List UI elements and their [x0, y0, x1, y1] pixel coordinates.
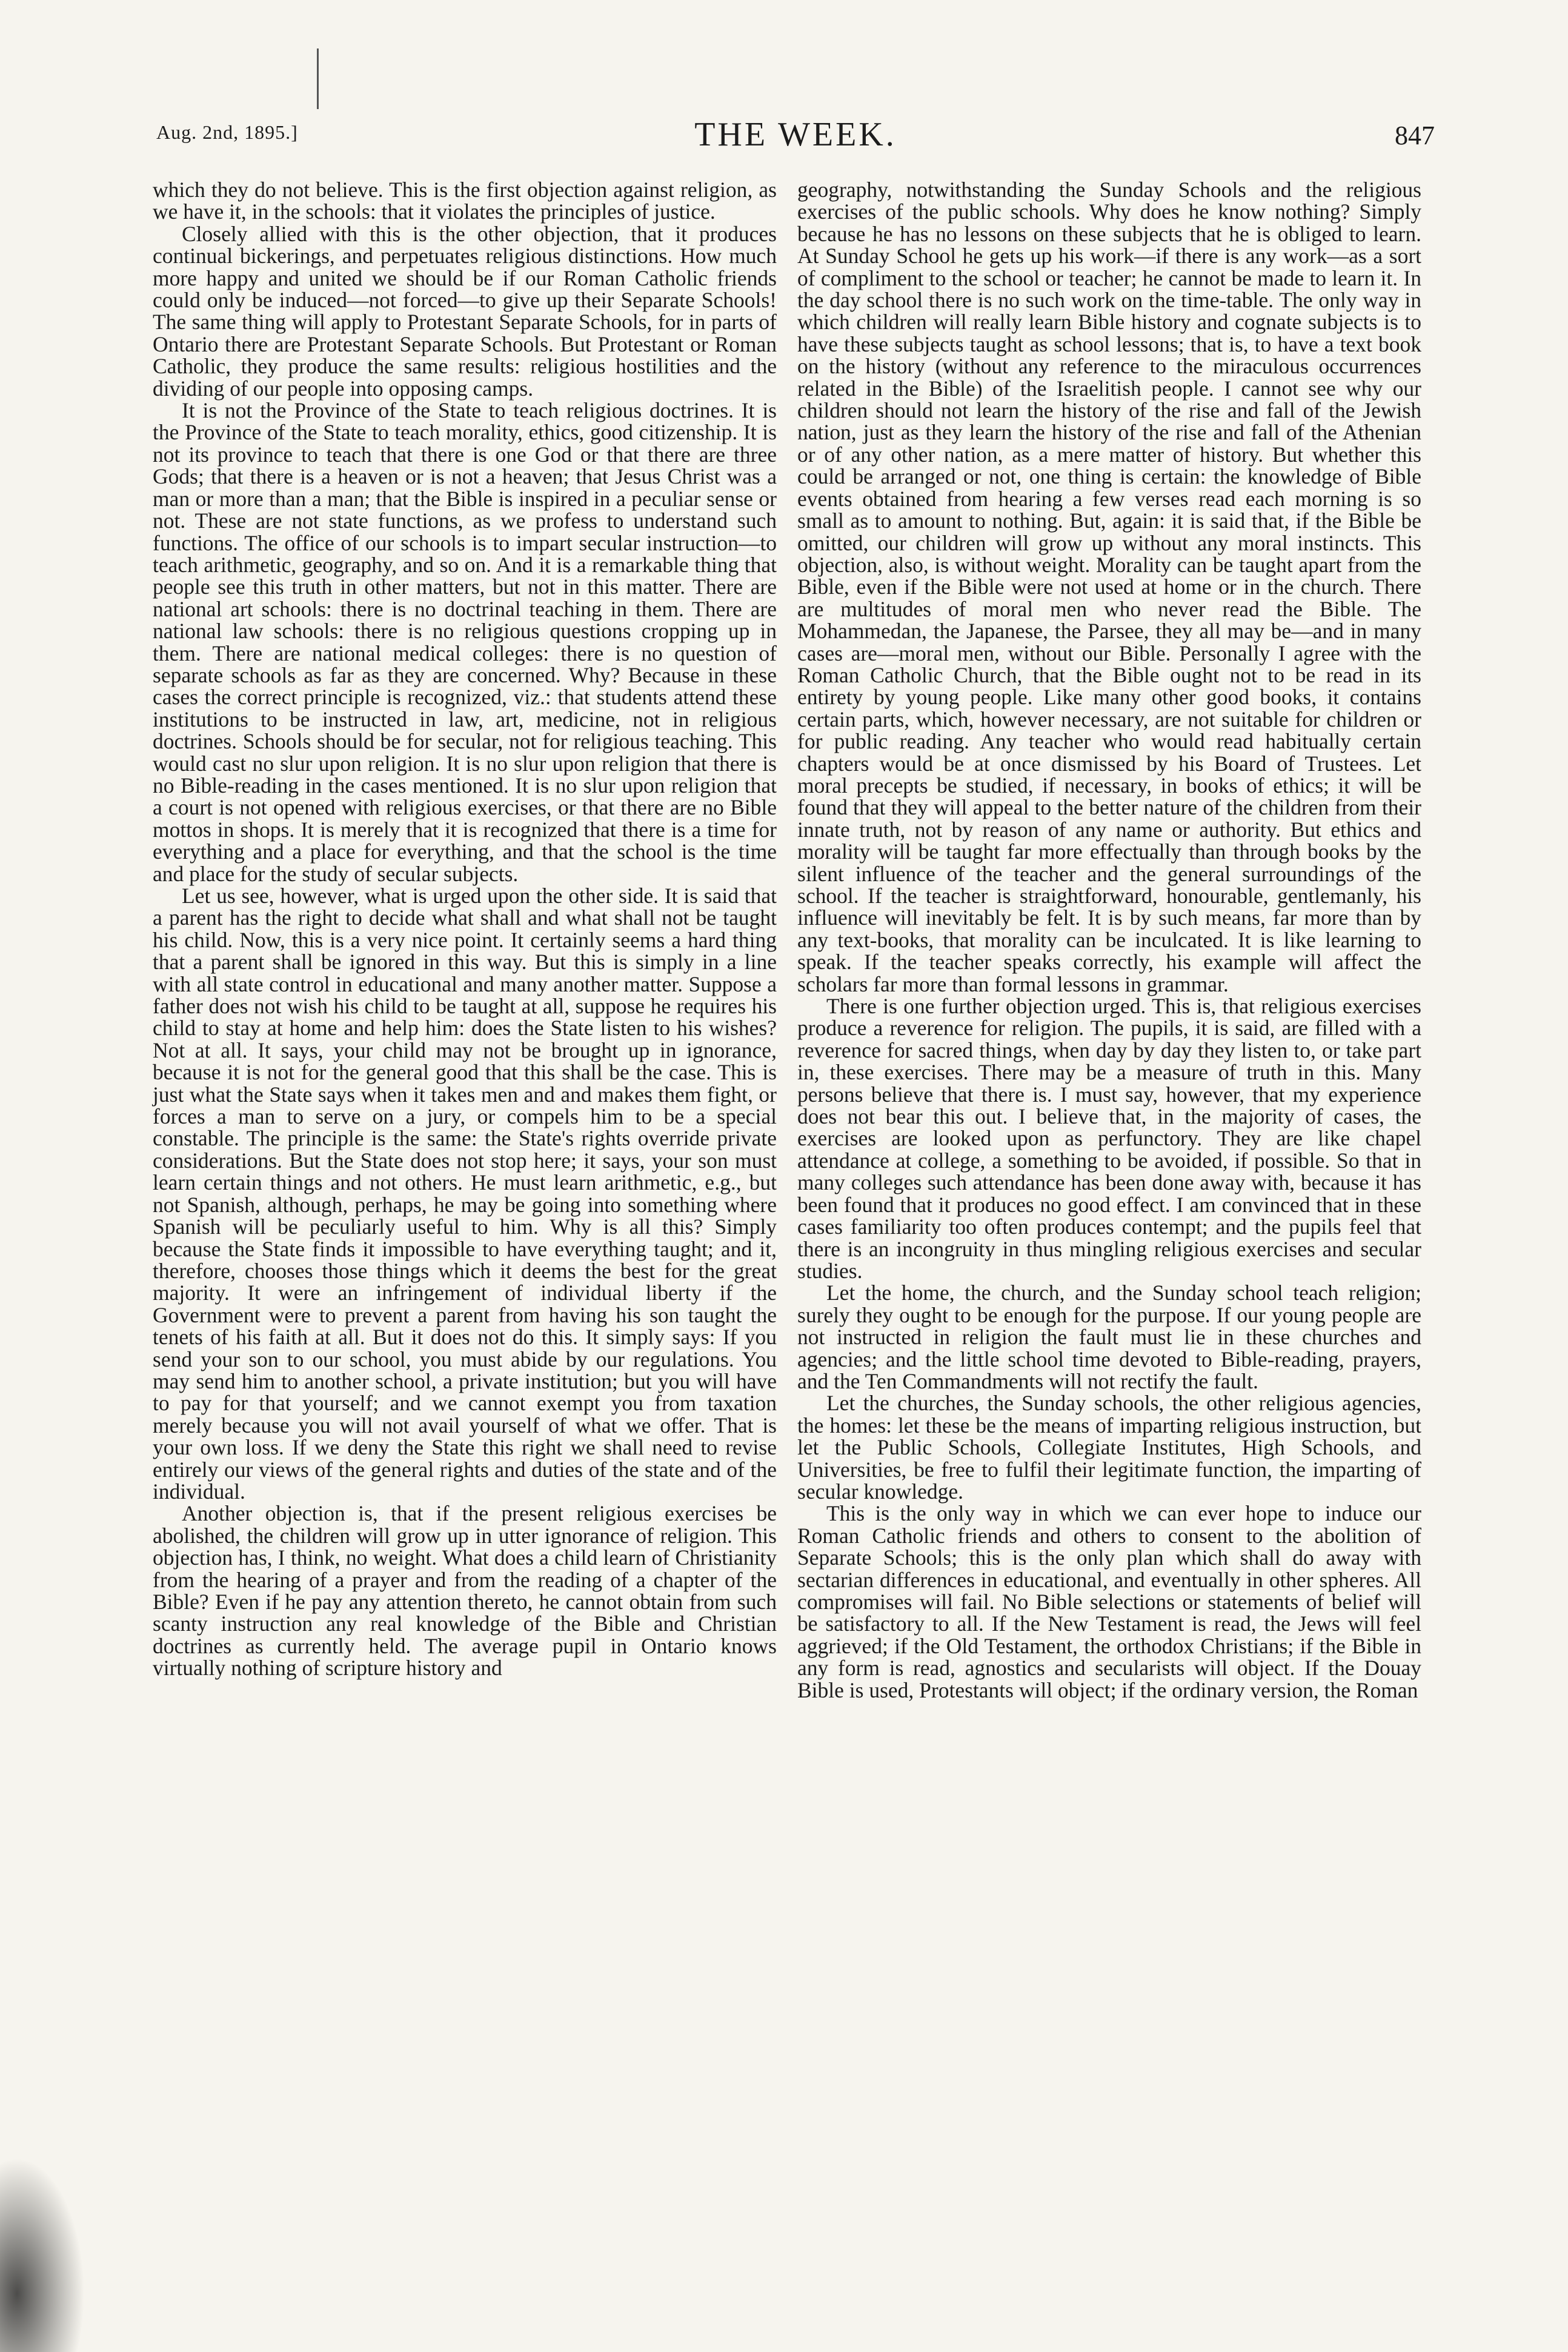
right-column	[797, 179, 1421, 1701]
paragraph: Let the home, the church, and the Sunday school teach religion; surely they ought to be enough for the purpose. If our young people are not instructed in religion the fault must lie in these churches and agencies; and the little school time devoted to Bible-reading, prayers, and the Ten Commandments will not rectify the fault.	[797, 1281, 1421, 1393]
issue-date: Aug. 2nd, 1895.]	[156, 121, 298, 143]
page-header	[156, 115, 1435, 170]
paragraph: geography, notwithstanding the Sunday Schools and the religious exercises of the public schools. Why does he know nothing? Simply because he has no lessons on these subjects that he is obliged to learn. At Sunday School he gets up his work—if there is any work—as a sort of compliment to the school or teacher; he cannot be made to learn it. In the day school there is no such work on the time-table. The only way in which children will really learn Bible history and cognate subjects is to have these subjects taught as school lessons; that is, to have a text book on the history (without any reference to the miraculous occurrences related in the Bible) of the Israelitish people. I cannot see why our children should not learn the history of the rise and fall of the Jewish nation, just as they learn the history of the rise and fall of the Athenian or of any other nation, as a mere matter of history. But whether this could be arranged or not, one thing is certain: the knowledge of Bible events obtained from hearing a few verses read each morning is so small as to amount to nothing. But, again: it is said that, if the Bible be omitted, our children will grow up without any moral instincts. This objection, also, is without weight. Morality can be taught apart from the Bible, even if the Bible were not used at home or in the church. There are multitudes of moral men who never read the Bible. The Mohammedan, the Japanese, the Parsee, they all may be—and in many cases are—moral men, without our Bible. Personally I agree with the Roman Catholic Church, that the Bible ought not to be read in its entirety by young people. Like many other good books, it contains certain parts, which, however necessary, are not suitable for children or for public reading. Any teacher who would read habitually certain chapters would be at once dismissed by his Board of Trustees. Let moral precepts be studied, if necessary, in books of ethics; it will be found that they will appeal to the better nature of the children from their innate truth, not by reason of any name or authority. But ethics and morality will be taught far more effectually than through books by the silent influence of the teacher and the general surroundings of the school. If the teacher is straightforward, honourable, gentlemanly, his influence will inevitably be felt. It is by such means, far more than by any text-books, that morality can be inculcated. It is like learning to speak. If the teacher speaks correctly, his example will affect the scholars far more than formal lessons in grammar.	[797, 178, 1421, 996]
paragraph: Let the churches, the Sunday schools, the other religious agencies, the homes: let these be the means of imparting religious instruction, but let the Public Schools, Collegiate Institutes, High Schools, and Universities, be free to fulfil their legitimate function, the imparting of secular knowledge.	[797, 1391, 1421, 1504]
left-column	[153, 179, 777, 1679]
paragraph: This is the only way in which we can ever hope to induce our Roman Catholic friends and others to consent to the abolition of Separate Schools; this is the only plan which shall do away with sectarian differences in educational, and eventually in other spheres. All compromises will fail. No Bible selections or statements of belief will be satisfactory to all. If the New Testament is read, the Jews will feel aggrieved; if the Old Testament, the orthodox Christians; if the Bible in any form is read, agnostics and secularists will object. If the Douay Bible is used, Protestants will object; if the ordinary version, the Roman	[797, 1501, 1421, 1702]
paragraph: There is one further objection urged. This is, that religious exercises produce a reverence for religion. The pupils, it is said, are filled with a reverence for sacred things, when day by day they listen to, or take part in, these exercises. There may be a measure of truth in this. Many persons believe that there is. I must say, however, that my experience does not bear this out. I believe that, in the majority of cases, the exercises are looked upon as perfunctory. They are like chapel attendance at college, a something to be avoided, if possible. So that in many colleges such attendance has been done away with, because it has been found that it produces no good effect. I am convinced that in these cases familiarity too often produces contempt; and the pupils feel that there is an incongruity in thus mingling religious exercises and secular studies.	[797, 994, 1421, 1283]
publication-title: THE WEEK.	[694, 116, 897, 153]
page-number: 847	[1395, 121, 1435, 150]
margin-rule	[317, 48, 319, 109]
paragraph: which they do not believe. This is the first objection against religion, as we have it, in the schools: that it violates the principles of justice.	[153, 178, 777, 224]
paragraph: It is not the Province of the State to teach religious doctrines. It is the Province of the State to teach morality, ethics, good citizenship. It is not its province to teach that there is one God or that there are three Gods; that there is a heaven or is not a heaven; that Jesus Christ was a man or more than a man; that the Bible is inspired in a peculiar sense or not. These are not state functions, as we profess to understand such functions. The office of our schools is to impart secular instruction—to teach arithmetic, geography, and so on. And it is a remarkable thing that people see this truth in other matters, but not in this matter. There are national art schools: there is no doctrinal teaching in them. There are national law schools: there is no religious questions cropping up in them. There are national medical colleges: there is no question of separate schools as far as they are concerned. Why? Because in these cases the correct principle is recognized, viz.: that students attend these institutions to be instructed in law, art, medicine, not in religious doctrines. Schools should be for secular, not for religious teaching. This would cast no slur upon religion. It is no slur upon religion that there is no Bible-reading in the cases mentioned. It is no slur upon religion that a court is not opened with religious exercises, or that there are no Bible mottos in shops. It is merely that it is recognized that there is a time for everything and a place for everything, and that the school is the time and place for the study of secular subjects.	[153, 398, 777, 886]
scan-smudge	[0, 2157, 85, 2352]
paragraph: Let us see, however, what is urged upon the other side. It is said that a parent has the right to decide what shall and what shall not be taught his child. Now, this is a very nice point. It certainly seems a hard thing that a parent shall be ignored in this way. But this is simply in a line with all state control in educational and many another matter. Suppose a father does not wish his child to be taught at all, suppose he requires his child to stay at home and help him: does the State listen to his wishes? Not at all. It says, your child may not be brought up in ignorance, because it is not for the general good that this shall be the case. This is just what the State says when it takes men and and makes them fight, or forces a man to serve on a jury, or compels him to be a special constable. The principle is the same: the State's rights override private considerations. But the State does not stop here; it says, your son must learn certain things and not others. He must learn arithmetic, e.g., but not Spanish, although, perhaps, he may be going into something where Spanish will be peculiarly useful to him. Why is all this? Simply because the State finds it impossible to have everything taught; and it, therefore, chooses those things which it deems the best for the great majority. It were an infringement of individual liberty if the Government were to prevent a parent from having his son taught the tenets of his faith at all. But it does not do this. It simply says: If you send your son to our school, you must abide by our regulations. You may send him to another school, a private institution; but you will have to pay for that yourself; and we cannot exempt you from taxation merely because you will not avail yourself of what we offer. That is your own loss. If we deny the State this right we shall need to revise entirely our views of the general rights and duties of the state and of the individual.	[153, 884, 777, 1504]
paragraph: Another objection is, that if the present religious exercises be abolished, the children will grow up in utter ignorance of religion. This objection has, I think, no weight. What does a child learn of Christianity from the hearing of a prayer and from the reading of a chapter of the Bible? Even if he pay any attention thereto, he cannot obtain from such scanty instruction any real knowledge of the Bible and Christian doctrines as currently held. The average pupil in Ontario knows virtually nothing of scripture history and	[153, 1501, 777, 1681]
paragraph: Closely allied with this is the other objection, that it produces continual bickerings, and perpetuates religious distinctions. How much more happy and united we should be if our Roman Catholic friends could only be induced—not forced—to give up their Separate Schools! The same thing will apply to Protestant Separate Schools, for in parts of Ontario there are Protestant Separate Schools. But Protestant or Roman Catholic, they produce the same results: religious hostilities and the dividing of our people into opposing camps.	[153, 221, 777, 401]
